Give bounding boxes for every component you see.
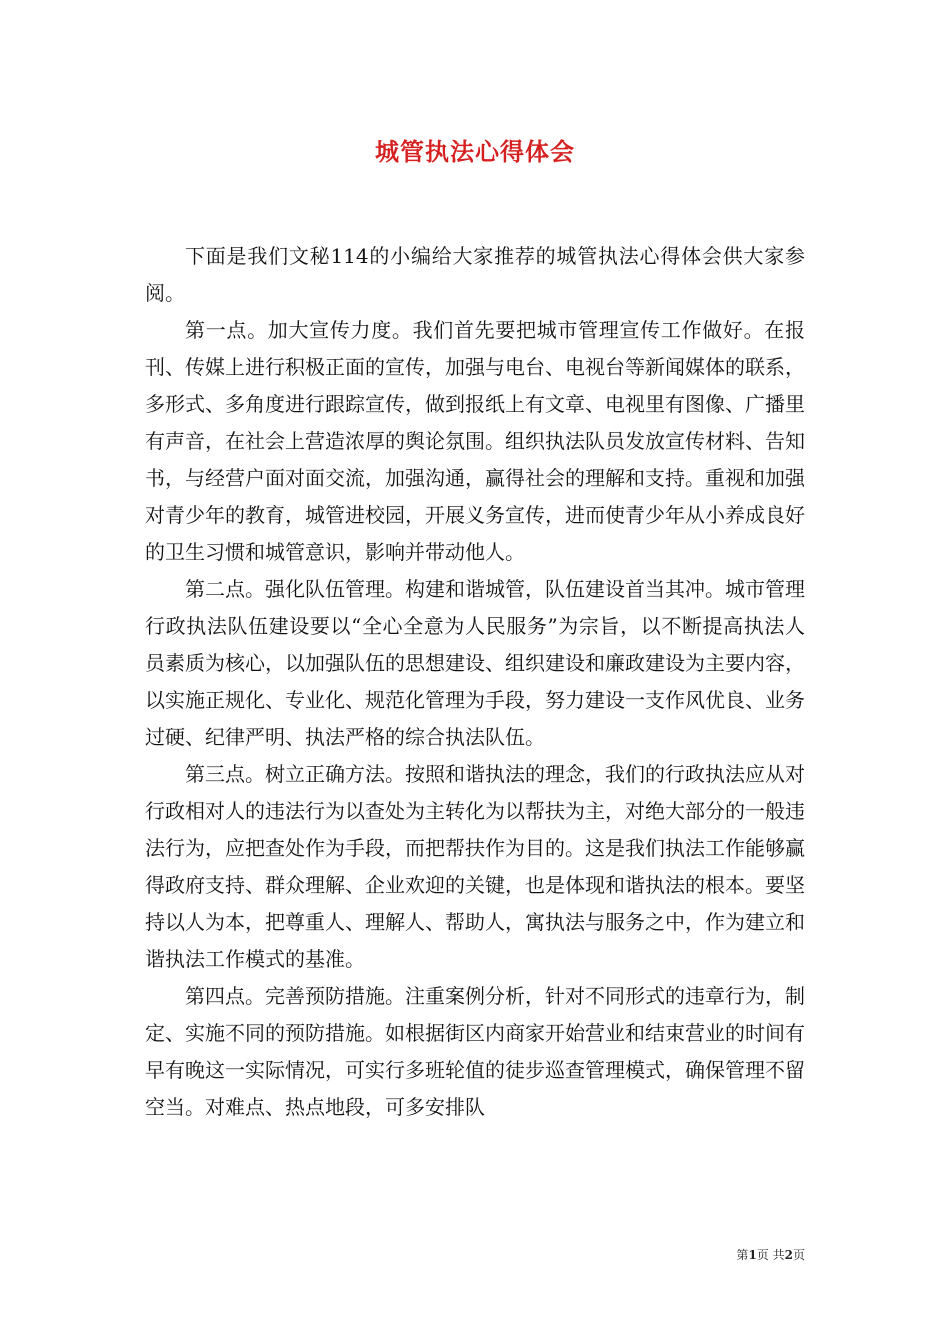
document-body — [145, 238, 805, 1126]
paragraph-point-3: 第三点。树立正确方法。按照和谐执法的理念，我们的行政执法应从对行政相对人的违法行为以查处为主转化为以帮扶为主，对绝大部分的一般违法行为，应把查处作为手段，而把帮扶作为目的。这是我们执法工作能够赢得政府支持、群众理解、企业欢迎的关键，也是体现和谐执法的根本。要坚持以人为本，把尊重人、理解人、帮助人，寓执法与服务之中，作为建立和谐执法工作模式的基准。 — [145, 762, 805, 971]
page-number-footer — [736, 1246, 805, 1263]
paragraph-intro: 下面是我们文秘114的小编给大家推荐的城管执法心得体会供大家参阅。 — [145, 244, 805, 305]
paragraph-point-1: 第一点。加大宣传力度。我们首先要把城市管理宣传工作做好。在报刊、传媒上进行积极正面的宣传，加强与电台、电视台等新闻媒体的联系，多形式、多角度进行跟踪宣传，做到报纸上有文章、电视里有图像、广播里有声音，在社会上营造浓厚的舆论氛围。组织执法队员发放宣传材料、告知书，与经营户面对面交流，加强沟通，赢得社会的理解和支持。重视和加强对青少年的教育，城管进校园，开展义务宣传，进而使青少年从小养成良好的卫生习惯和城管意识，影响并带动他人。 — [145, 318, 805, 564]
paragraph-point-4: 第四点。完善预防措施。注重案例分析，针对不同形式的违章行为，制定、实施不同的预防措施。如根据街区内商家开始营业和结束营业的时间有早有晚这一实际情况，可实行多班轮值的徒步巡查管理模式，确保管理不留空当。对难点、热点地段，可多安排队 — [145, 984, 805, 1119]
footer-current-page: 1 — [748, 1248, 757, 1262]
footer-prefix: 第 — [736, 1248, 749, 1262]
document-title: 城管执法心得体会 — [375, 137, 575, 166]
footer-total-pages: 2 — [784, 1248, 793, 1262]
paragraph-point-2: 第二点。强化队伍管理。构建和谐城管，队伍建设首当其冲。城市管理行政执法队伍建设要以“全心全意为人民服务”为宗旨，以不断提高执法人员素质为核心，以加强队伍的思想建设、组织建设和廉政建设为主要内容，以实施正规化、专业化、规范化管理为手段，努力建设一支作风优良、业务过硬、纪律严明、执法严格的综合执法队伍。 — [145, 577, 805, 749]
footer-suffix: 页 — [792, 1248, 805, 1262]
footer-middle: 页 共 — [756, 1248, 785, 1262]
